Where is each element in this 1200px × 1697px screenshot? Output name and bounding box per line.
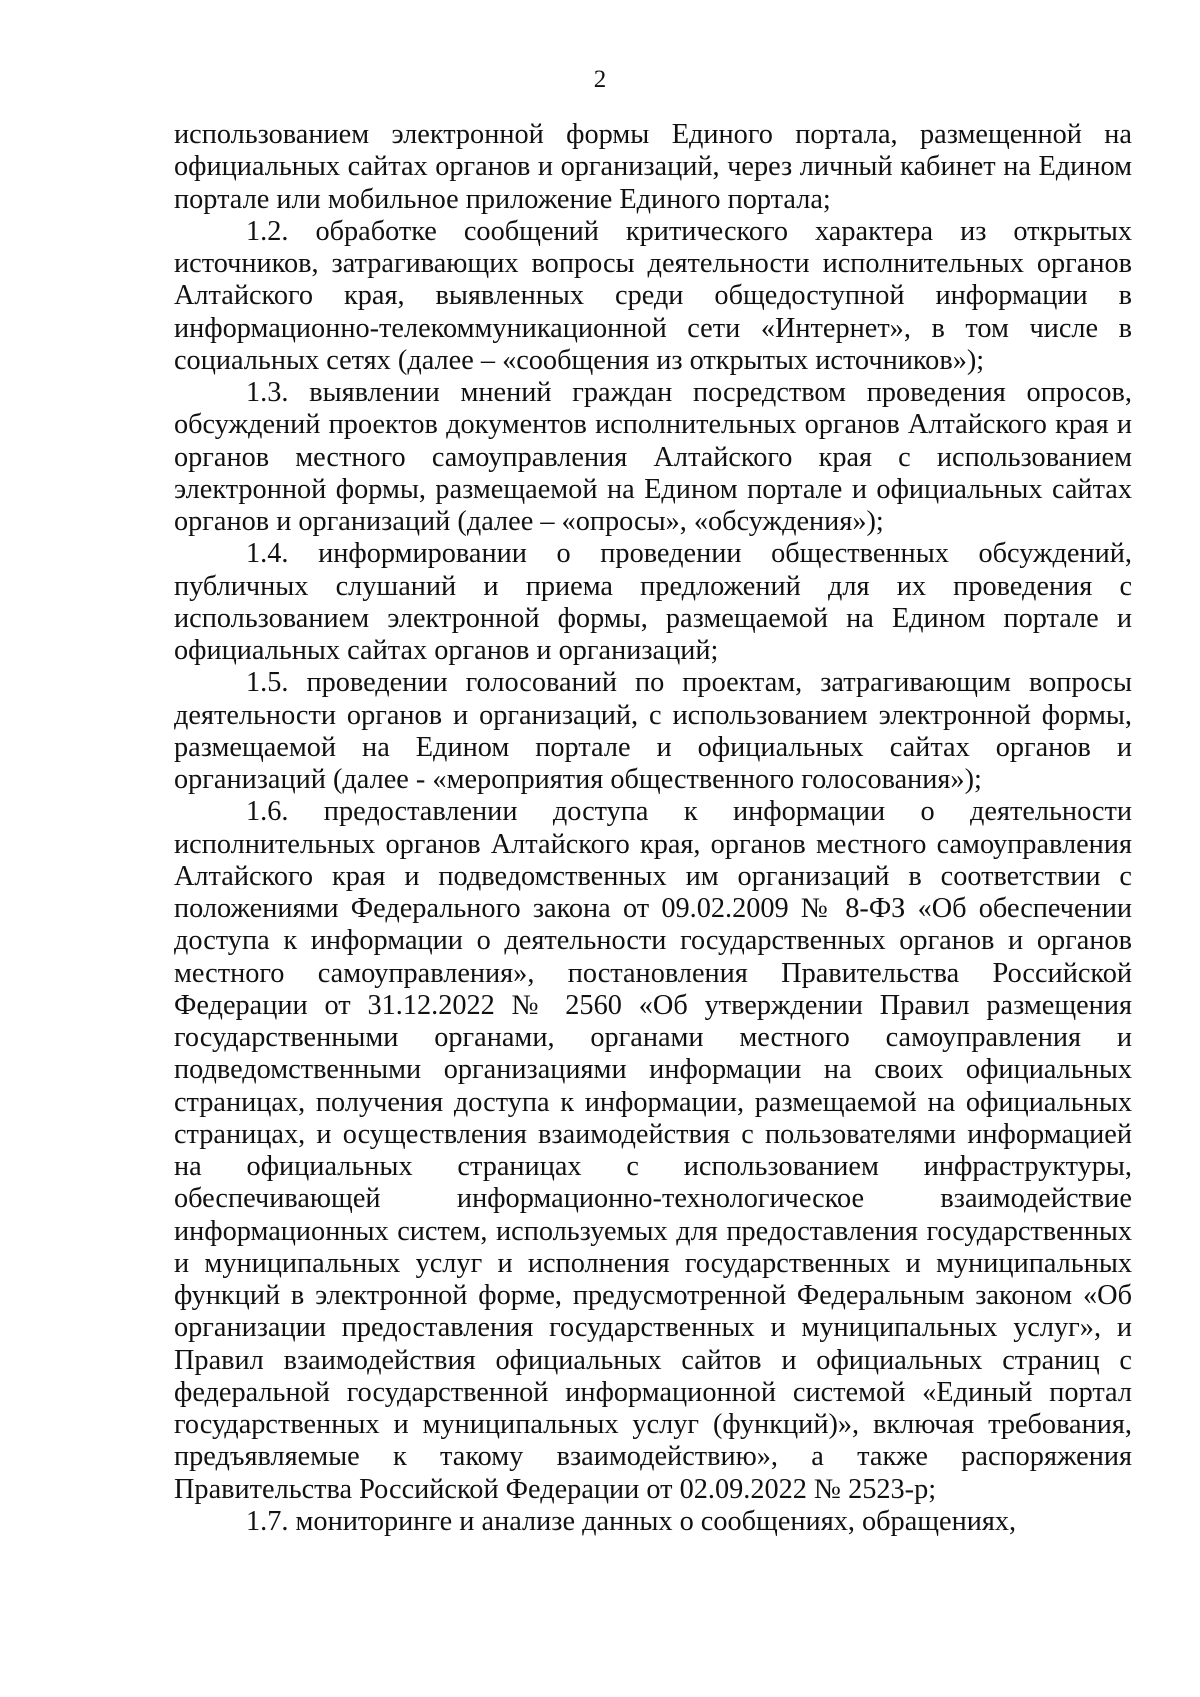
page-number: 2 xyxy=(593,66,607,93)
paragraph-item-1-2: 1.2. обработке сообщений критического характера из открытых источников, затрагивающих вопросы деятельности исполнительных органов Алтайского края, выявленных среди общедоступной информации в информационно-телекоммуникационной сети «Интернет», в том числе в социальных сетях (далее – «сообщения из открытых источников»); xyxy=(174,215,1132,376)
document-body xyxy=(174,119,1132,1538)
paragraph-item-1-4: 1.4. информировании о проведении общественных обсуждений, публичных слушаний и приема предложений для их проведения с использованием электронной формы, размещаемой на Едином портале и официальных сайтах органов и организаций; xyxy=(174,538,1132,666)
paragraph-item-1-7: 1.7. мониторинге и анализе данных о сообщениях, обращениях, xyxy=(246,1505,1017,1537)
paragraph-item-1-6: 1.6. предоставлении доступа к информации о деятельности исполнительных органов Алтайского края, органов местного самоуправления Алтайского края и подведомственных им организаций в соответствии с положениями Федерального закона от 09.02.2009 № 8-ФЗ «Об обеспечении доступа к информации о деятельности государственных органов и органов местного самоуправления», постановления Правительства Российской Федерации от 31.12.2022 № 2560 «Об утверждении Правил размещения государственными органами, органами местного самоуправления и подведомственными организациями информации на своих официальных страницах, получения доступа к информации, размещаемой на официальных страницах, и осуществления взаимодействия с пользователями информацией на официальных страницах с использованием инфраструктуры, обеспечивающей информационно-технологическое взаимодействие информационных систем, используемых для предоставления государственных и муниципальных услуг и исполнения государственных и муниципальных функций в электронной форме, предусмотренной Федеральным законом «Об организации предоставления государственных и муниципальных услуг», и Правил взаимодействия официальных сайтов и официальных страниц с федеральной государственной информационной системой «Единый портал государственных и муниципальных услуг (функций)», включая требования, предъявляемые к такому взаимодействию», а также распоряжения Правительства Российской Федерации от 02.09.2022 № 2523-р; xyxy=(174,796,1132,1505)
paragraph-item-1-3: 1.3. выявлении мнений граждан посредством проведения опросов, обсуждений проектов документов исполнительных органов Алтайского края и органов местного самоуправления Алтайского края с использованием электронной формы, размещаемой на Едином портале и официальных сайтах органов и организаций (далее – «опросы», «обсуждения»); xyxy=(174,377,1132,537)
paragraph-item-1-5: 1.5. проведении голосований по проектам, затрагивающим вопросы деятельности органов и организаций, с использованием электронной формы, размещаемой на Едином портале и официальных сайтах органов и организаций (далее - «мероприятия общественного голосования»); xyxy=(174,667,1132,795)
paragraph-continuation: использованием электронной формы Единого портала, размещенной на официальных сайтах органов и организаций, через личный кабинет на Едином портале или мобильное приложение Единого портала; xyxy=(174,119,1132,215)
